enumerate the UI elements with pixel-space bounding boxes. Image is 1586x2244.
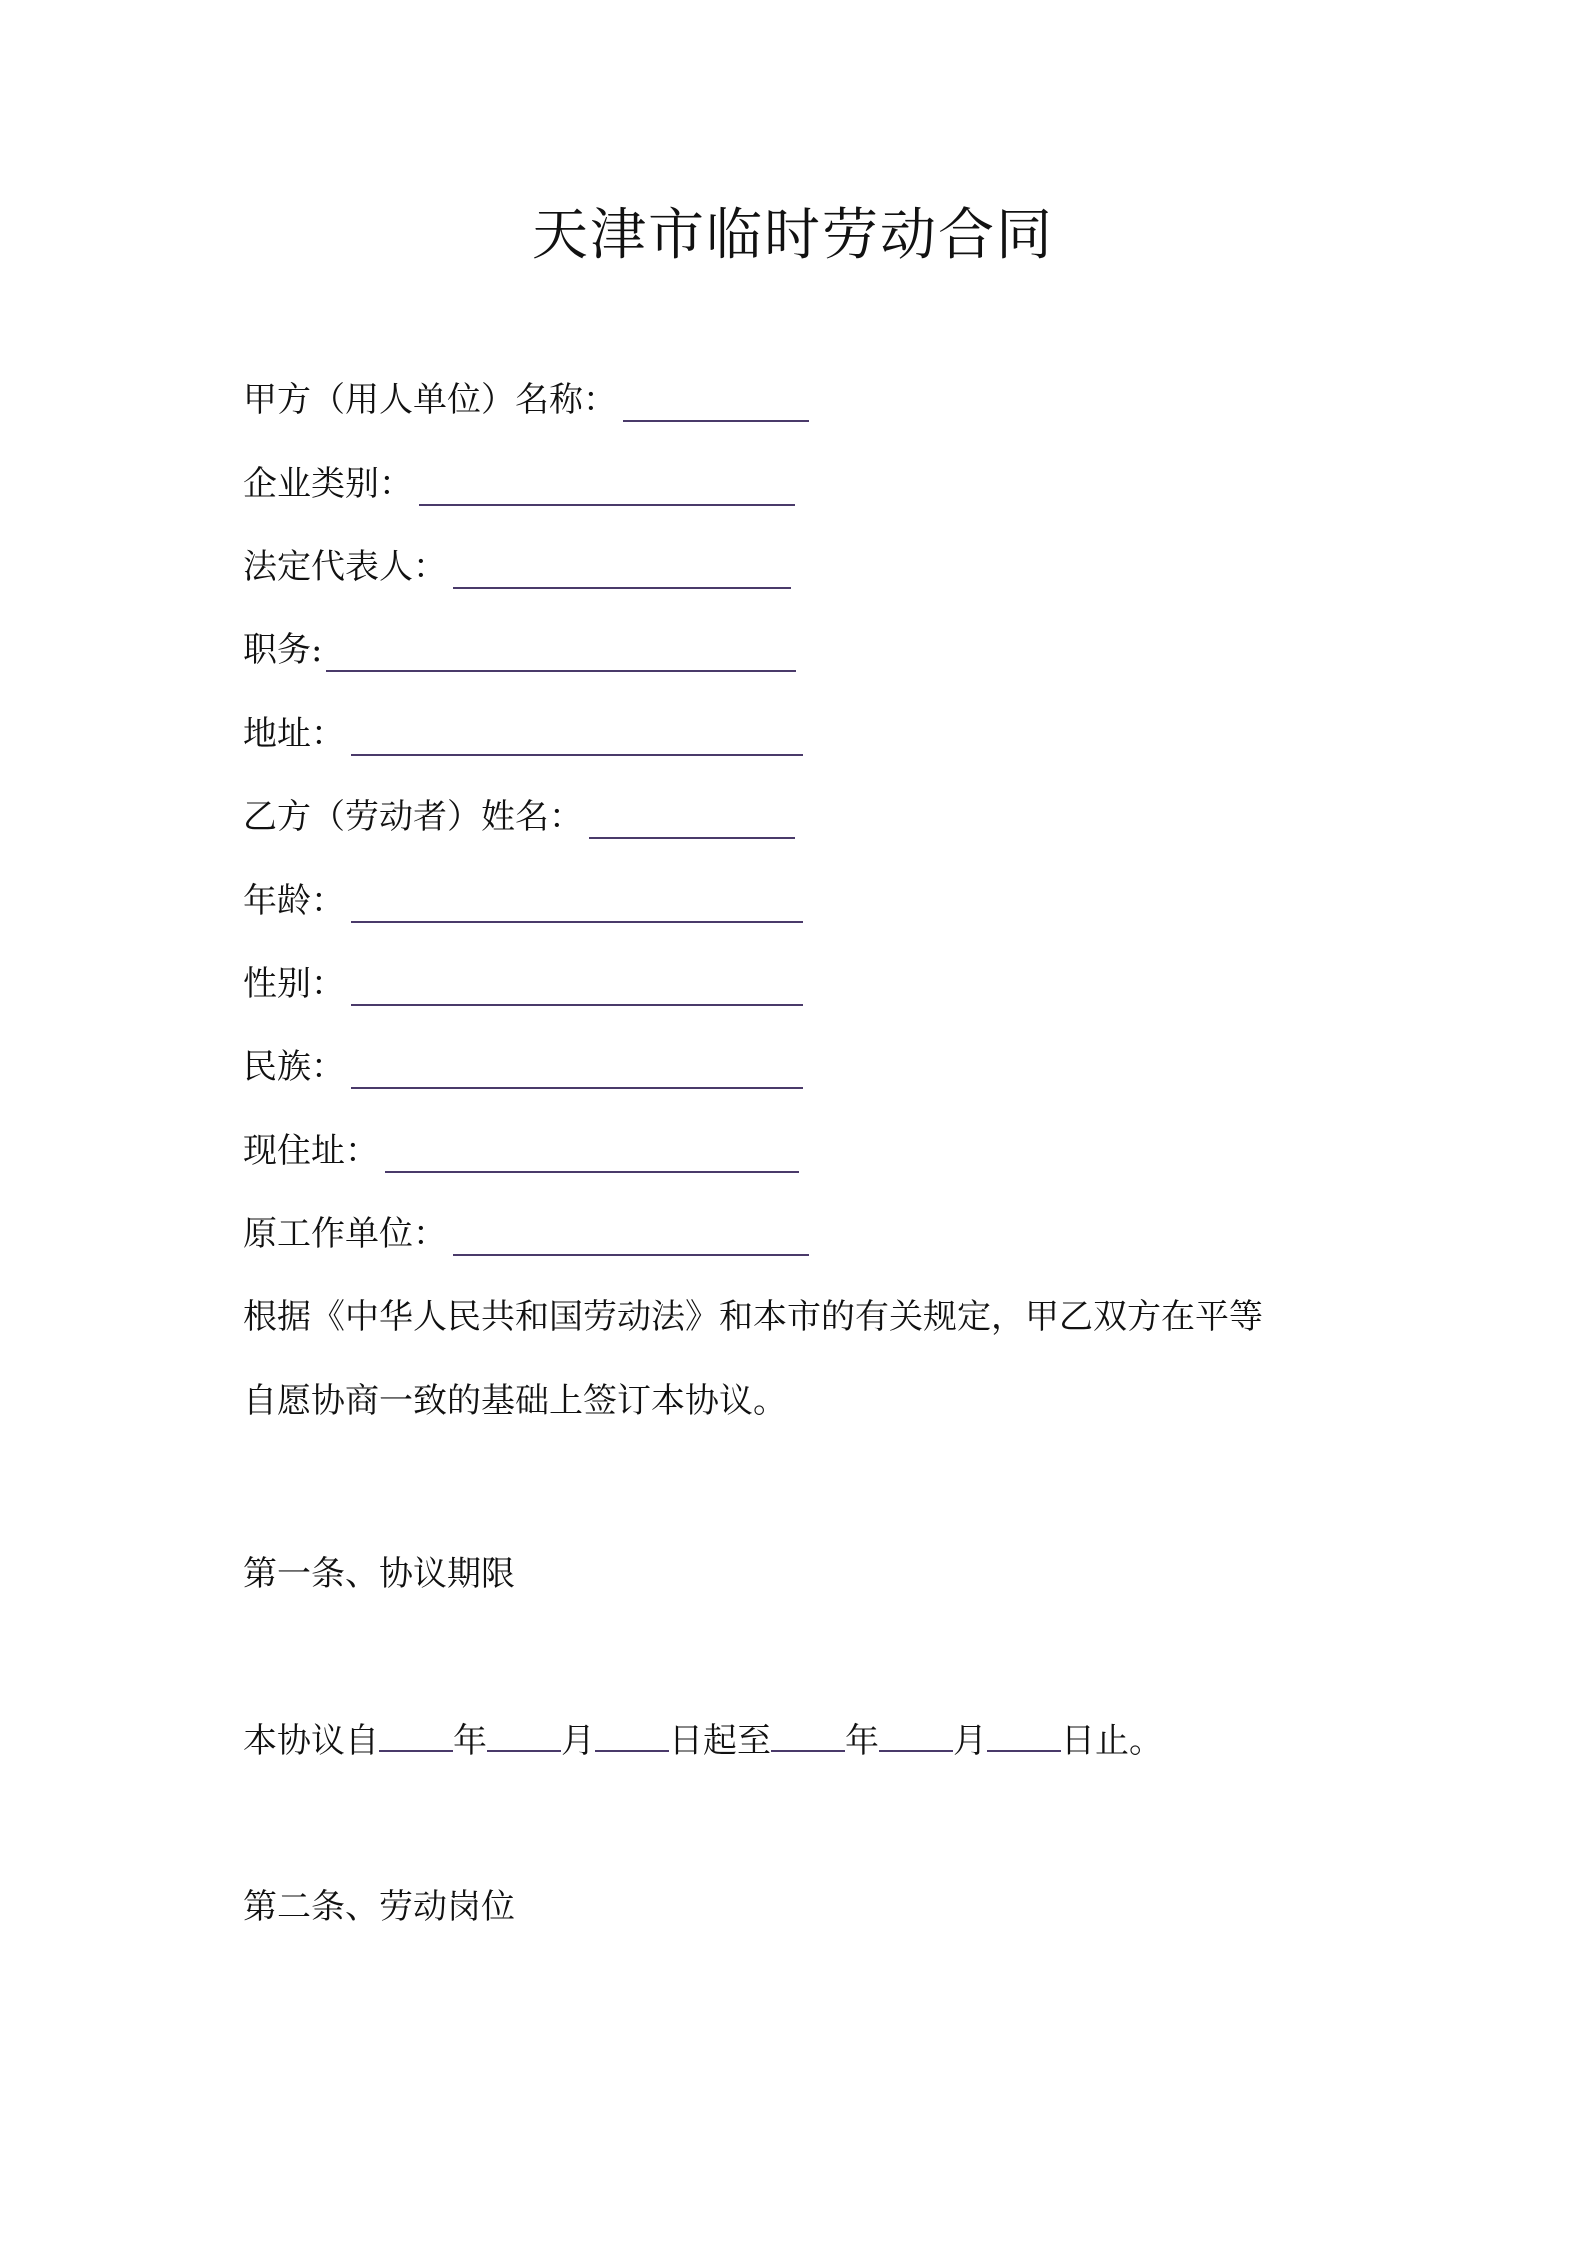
article-2-heading: 第二条、劳动岗位	[243, 1887, 515, 1927]
period-text-month: 月	[561, 1721, 595, 1761]
period-text-until: 日起至	[669, 1721, 771, 1761]
legal-representative-blank[interactable]	[453, 549, 791, 589]
current-address-blank[interactable]	[385, 1133, 799, 1173]
field-label: 职务:	[243, 630, 323, 670]
start-month-blank[interactable]	[487, 1718, 561, 1752]
position-blank[interactable]	[326, 632, 796, 672]
party-b-name-field	[243, 791, 795, 843]
current-address-field	[243, 1125, 799, 1177]
page-title: 天津市临时劳动合同	[532, 203, 1054, 268]
period-text-start: 本协议自	[243, 1721, 379, 1761]
intro-line-1: 根据《中华人民共和国劳动法》和本市的有关规定，甲乙双方在平等	[243, 1297, 1263, 1337]
field-label: 现住址：	[243, 1131, 379, 1171]
enterprise-category-field	[243, 458, 795, 510]
ethnicity-blank[interactable]	[351, 1049, 803, 1089]
field-label: 甲方（用人单位）名称：	[243, 380, 617, 420]
end-year-blank[interactable]	[771, 1718, 845, 1752]
field-label: 乙方（劳动者）姓名：	[243, 797, 583, 837]
field-label: 地址：	[243, 714, 345, 754]
position-field	[243, 624, 796, 676]
field-label: 企业类别：	[243, 464, 413, 504]
article-1-heading: 第一条、协议期限	[243, 1554, 515, 1594]
end-month-blank[interactable]	[879, 1718, 953, 1752]
former-employer-blank[interactable]	[453, 1216, 809, 1256]
period-text-end-month: 月	[953, 1721, 987, 1761]
period-text-stop: 日止。	[1061, 1721, 1163, 1761]
gender-blank[interactable]	[351, 966, 803, 1006]
field-label: 民族：	[243, 1047, 345, 1087]
party-a-name-blank[interactable]	[623, 382, 809, 422]
party-a-name-field	[243, 374, 809, 426]
agreement-period-line	[243, 1715, 1363, 1767]
age-blank[interactable]	[351, 883, 803, 923]
start-year-blank[interactable]	[379, 1718, 453, 1752]
enterprise-category-blank[interactable]	[419, 466, 795, 506]
period-text-year: 年	[453, 1721, 487, 1761]
period-text-end-year: 年	[845, 1721, 879, 1761]
intro-line-2: 自愿协商一致的基础上签订本协议。	[243, 1381, 787, 1421]
field-label: 原工作单位：	[243, 1214, 447, 1254]
party-b-name-blank[interactable]	[589, 799, 795, 839]
start-day-blank[interactable]	[595, 1718, 669, 1752]
end-day-blank[interactable]	[987, 1718, 1061, 1752]
address-blank[interactable]	[351, 716, 803, 756]
field-label: 性别：	[243, 964, 345, 1004]
former-employer-field	[243, 1208, 809, 1260]
field-label: 法定代表人：	[243, 547, 447, 587]
field-label: 年龄：	[243, 881, 345, 921]
age-field	[243, 875, 803, 927]
ethnicity-field	[243, 1041, 803, 1093]
legal-representative-field	[243, 541, 791, 593]
gender-field	[243, 958, 803, 1010]
address-field	[243, 708, 803, 760]
